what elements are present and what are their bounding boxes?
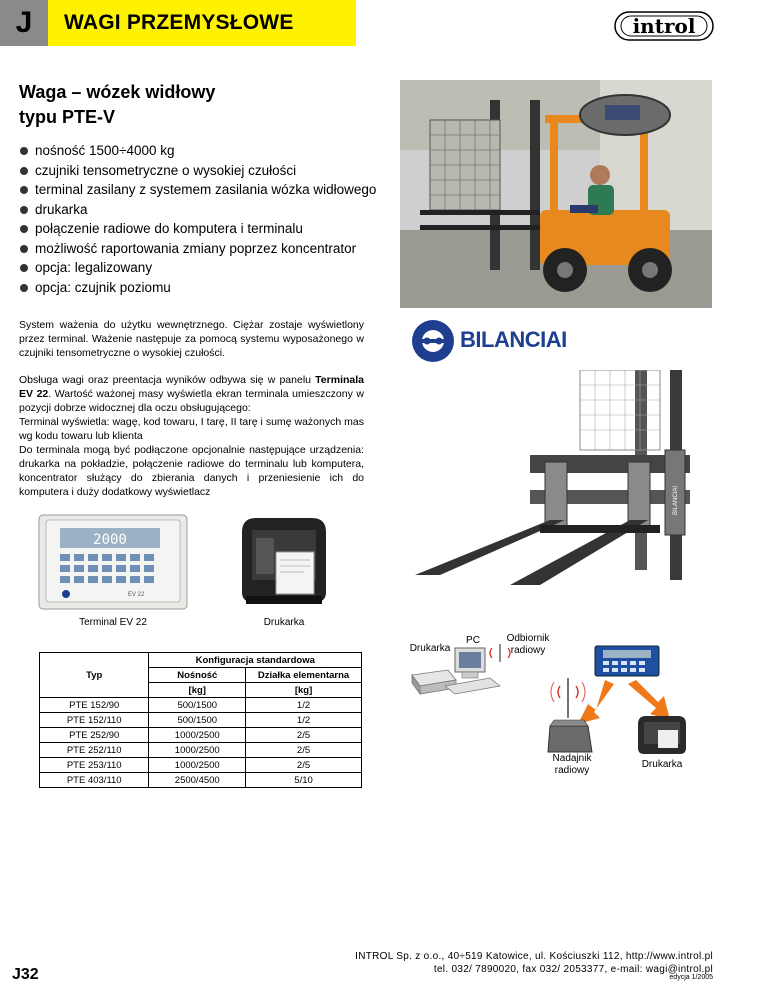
section-title: WAGI PRZEMYSŁOWE (64, 11, 294, 34)
col-typ-header: Typ (40, 653, 149, 698)
cell-dzialka: 2/5 (246, 758, 362, 773)
feature-item: drukarka (19, 200, 379, 220)
col-nosnosc-unit: [kg] (149, 683, 246, 698)
diagram-label-pc: PC (466, 635, 480, 646)
cell-nosnosc: 1000/2500 (149, 728, 246, 743)
logo-text: introl (632, 14, 696, 38)
table-row (40, 773, 362, 788)
footer-address (355, 950, 713, 976)
receiver-terminal-icon (595, 646, 659, 676)
cell-dzialka: 2/5 (246, 728, 362, 743)
feature-item: nośność 1500÷4000 kg (19, 141, 379, 161)
section-title-band (48, 0, 356, 46)
section-letter: J (0, 0, 48, 46)
para2-line2: Terminal wyświetla: wagę, kod towaru, I tarę, II tarę i sumę ważonych mas wg kodu towaru lub klienta (19, 416, 364, 442)
bilanciai-emblem-icon (410, 318, 456, 364)
footer-line2: tel. 032/ 7890020, fax 032/ 2053377, e-mail: wagi@introl.pl (433, 964, 713, 975)
product-title (19, 80, 379, 130)
table-row (40, 728, 362, 743)
configuration-table (39, 652, 362, 788)
product-title-line2: typu PTE-V (19, 107, 116, 127)
col-dzialka-unit: [kg] (246, 683, 362, 698)
cell-nosnosc: 1000/2500 (149, 743, 246, 758)
pc-icon (445, 648, 500, 694)
terminal-display-value: 2000 (93, 532, 127, 548)
forklift-printer-icon (638, 716, 686, 754)
desktop-printer-icon (412, 670, 456, 694)
diagram-label-printer-left: Drukarka (409, 643, 451, 654)
col-nosnosc-header: Nośność (149, 668, 246, 683)
feature-list (19, 141, 379, 297)
table-row (40, 698, 362, 713)
para2-pre: Obsługa wagi oraz preentacja wyników odbywa się w panelu (19, 374, 316, 386)
feature-item: opcja: czujnik poziomu (19, 278, 379, 298)
cell-typ: PTE 403/110 (40, 773, 149, 788)
svg-text:BILANCIAI: BILANCIAI (673, 485, 679, 515)
table-row (40, 713, 362, 728)
cell-typ: PTE 152/110 (40, 713, 149, 728)
introl-logo (613, 10, 715, 42)
cell-dzialka: 1/2 (246, 713, 362, 728)
printer-caption: Drukarka (263, 617, 305, 628)
description-paragraph-2 (19, 373, 364, 499)
edition-label: edycja 1/2005 (669, 974, 713, 981)
feature-item: połączenie radiowe do komputera i terminalu (19, 219, 379, 239)
diagram-label-transmitter: Nadajnik radiowy (552, 753, 592, 776)
table-row (40, 743, 362, 758)
diagram-label-printer-right: Drukarka (641, 759, 683, 770)
cell-nosnosc: 500/1500 (149, 713, 246, 728)
bilanciai-brand: BILANCIAI (460, 327, 567, 352)
cell-typ: PTE 152/90 (40, 698, 149, 713)
feature-item: opcja: legalizowany (19, 258, 379, 278)
printer-photo (234, 512, 334, 608)
cell-nosnosc: 500/1500 (149, 698, 246, 713)
para2-post: . Wartość ważonej masy wyświetla ekran terminala umieszczony w pozycji dobrze widocznej dla oczu obsługującego: (19, 388, 364, 414)
pc-antenna-icon (490, 644, 510, 662)
product-title-line1: Waga – wózek widłowy (19, 82, 216, 102)
page-number: J32 (12, 966, 39, 983)
feature-item: czujniki tensometryczne o wysokiej czułości (19, 161, 379, 181)
signal-arrow-right-icon (628, 680, 670, 720)
diagram-label-receiver: Odbiornik radiowy (506, 633, 550, 656)
terminal-model-label: EV 22 (128, 592, 145, 598)
feature-item: terminal zasilany z systemem zasilania wózka widłowego (19, 180, 379, 200)
fork-carriage-photo (400, 370, 712, 590)
bilanciai-logo (410, 318, 600, 364)
cell-dzialka: 2/5 (246, 743, 362, 758)
terminal-caption: Terminal EV 22 (79, 617, 147, 628)
transmitter-antenna-icon (551, 678, 585, 718)
cell-typ: PTE 253/110 (40, 758, 149, 773)
col-dzialka-header: Działka elementarna (246, 668, 362, 683)
cell-nosnosc: 2500/4500 (149, 773, 246, 788)
terminal-ev22-photo (38, 514, 188, 610)
cell-dzialka: 1/2 (246, 698, 362, 713)
transmitter-box-icon (548, 720, 592, 752)
cell-typ: PTE 252/110 (40, 743, 149, 758)
forklift-photo (400, 80, 712, 308)
para2-line3: Do terminala mogą być podłączone opcjonalnie następujące urządzenia: drukarka na pokładzie, połączenie radiowe do terminalu lub komputera, koncentrator służący do zbierania danych i przeniesienie ich do komputera i duży dodatkowy wyświetlacz (19, 444, 364, 498)
cell-nosnosc: 1000/2500 (149, 758, 246, 773)
cell-dzialka: 5/10 (246, 773, 362, 788)
description-paragraph-1: System ważenia do użytku wewnętrznego. Ciężar zostaje wyświetlony przez terminal. Ważenie następuje za pomocą systemu wyposażonego w czujniki tensometryczne o wysokiej czułości. (19, 319, 364, 359)
cell-typ: PTE 252/90 (40, 728, 149, 743)
feature-item: możliwość raportowania zmiany poprzez koncentrator (19, 239, 379, 259)
group-header: Konfiguracja standardowa (149, 653, 362, 668)
footer-line1: INTROL Sp. z o.o., 40÷519 Katowice, ul. Kościuszki 112, http://www.introl.pl (355, 951, 713, 962)
signal-arrow-left-icon (578, 680, 614, 724)
system-diagram (400, 640, 720, 755)
para2-bold: Terminala EV 22 (19, 374, 364, 400)
table-row (40, 758, 362, 773)
